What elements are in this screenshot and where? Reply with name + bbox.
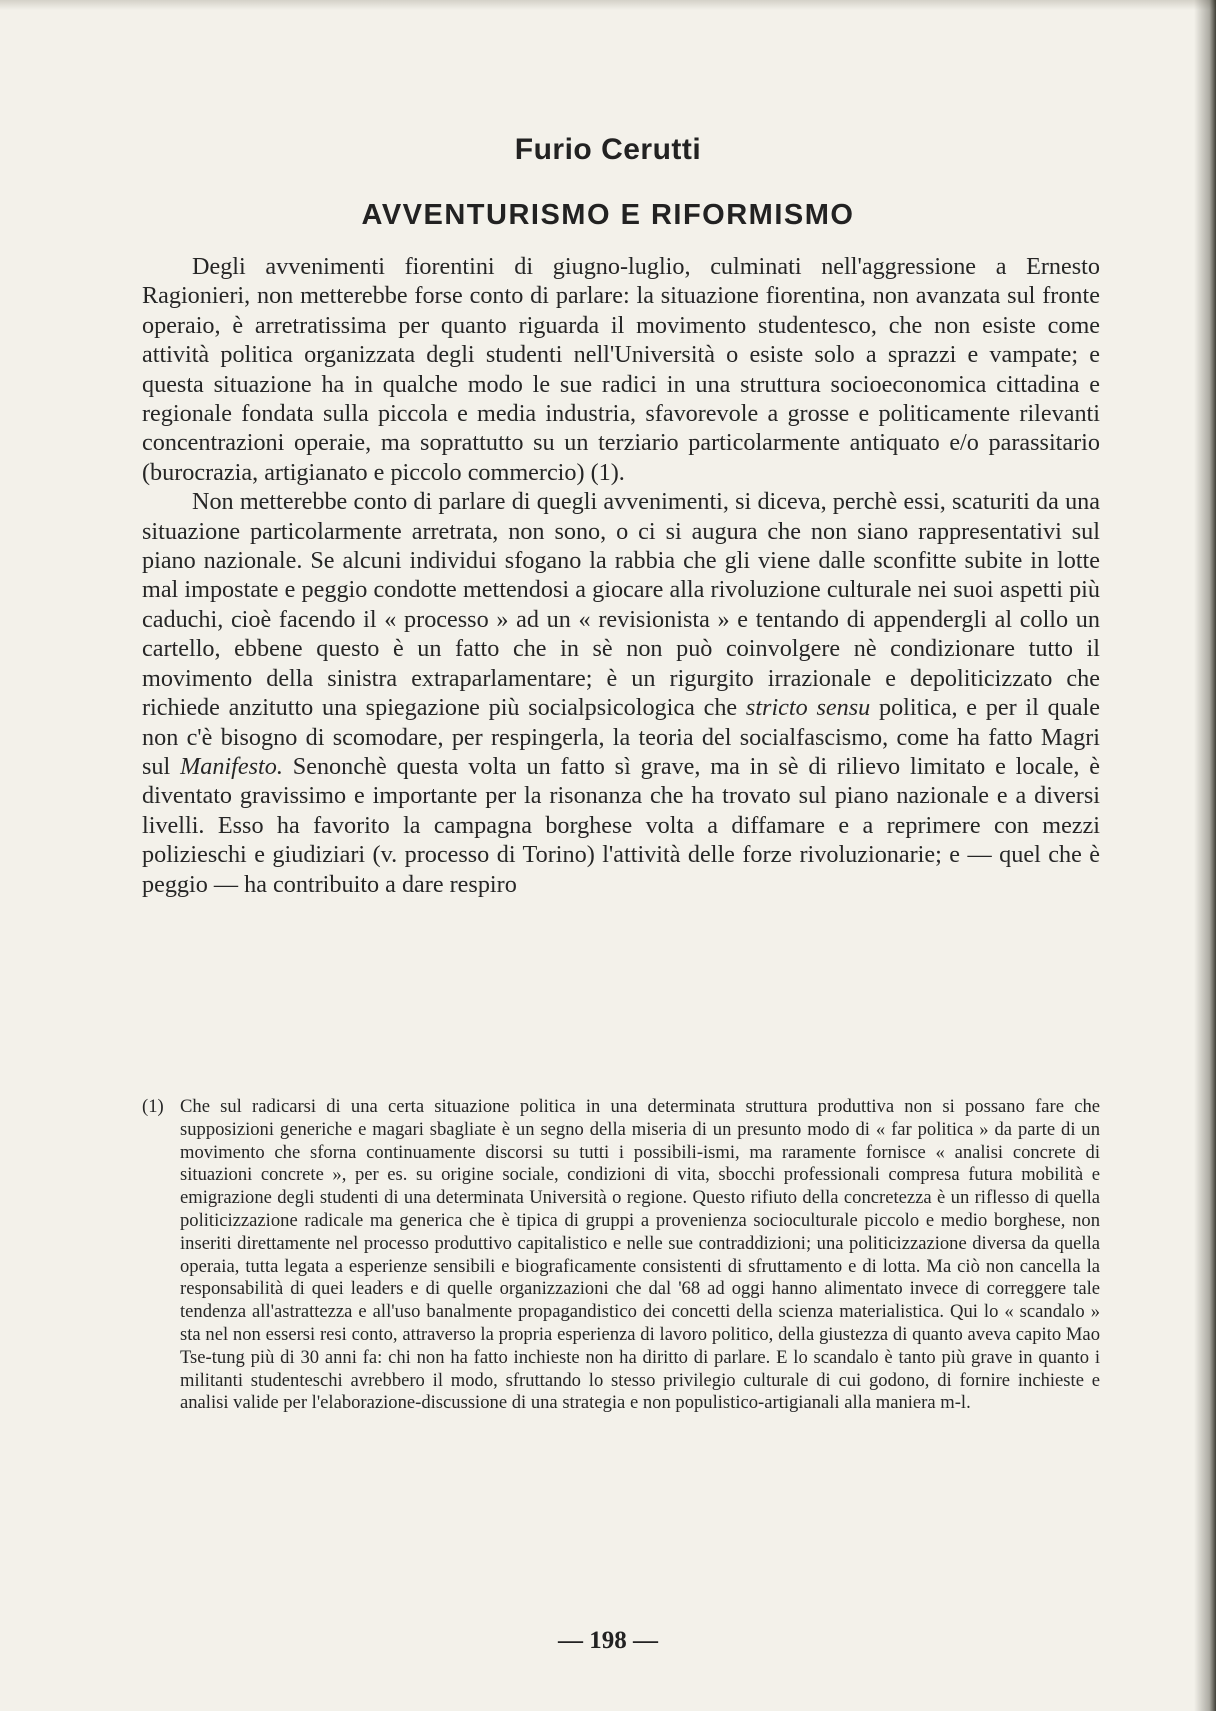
page-binding-edge [1194, 0, 1216, 1711]
footnote [142, 1096, 1100, 1415]
page-top-shadow [0, 0, 1216, 10]
article-title: AVVENTURISMO E RIFORMISMO [361, 199, 855, 231]
paragraph-2 [142, 487, 1100, 899]
paragraph-1: Degli avvenimenti fiorentini di giugno-luglio, culminati nell'aggressione a Ernesto Ragionieri, non metterebbe forse conto di parlare: la situazione fiorentina, non avanzata sul fronte operaio, è arretratissima per quanto riguarda il movimento studentesco, che non esiste come attività politica organizzata degli studenti nell'Università o esiste solo a sprazzi e vampate; e questa situazione ha in qualche modo le sue radici in una struttura socioeconomica cittadina e regionale fondata sulla piccola e media industria, sfavorevole a grosse e politicamente rilevanti concentrazioni operaie, ma soprattutto su un terziario particolarmente antiquato e/o parassitario (burocrazia, artigianato e piccolo commercio) (1). [142, 253, 1100, 486]
page-number: — 198 — [558, 1627, 658, 1654]
author-name: Furio Cerutti [514, 133, 702, 166]
italic-manifesto: Manifesto. [180, 752, 283, 780]
paragraph-2-part-c: Senonchè questa volta un fatto sì grave, ma in sè di rilievo limitato e locale, è diventato gravissimo e importante per la risonanza che ha trovato sul piano nazionale e a diversi livelli. Esso ha favorito la campagna borghese volta a diffamare e a reprimere con mezzi polizieschi e giudiziari (v. processo di Torino) l'attività delle forze rivoluzionarie; e — quel che è peggio — ha contribuito a dare respiro [142, 752, 1101, 898]
footnote-text: Che sul radicarsi di una certa situazione politica in una determinata struttura produttiva non si possano fare che supposizioni generiche e magari sbagliate è un segno della miseria di un presunto modo di « far politica » da parte di un movimento che sforna continuamente discorsi su tutti i possibili-ismi, ma raramente fornisce « analisi concrete di situazioni concrete », per es. su origine sociale, condizioni di vita, sbocchi professionali compresa futura mobilità e emigrazione degli studenti di una determinata Università o regione. Questo rifiuto della concretezza è un riflesso di quella politicizzazione radicale ma generica che è tipica di gruppi a provenienza socioculturale piccolo e medio borghese, non inseriti direttamente nel processo produttivo capitalistico e nelle sue contraddizioni; una politicizzazione diversa da quella operaia, tutta legata a esperienze sensibili e biograficamente consistenti di sfruttamento e di lotta. Ma ciò non cancella la responsabilità di quei leaders e di quelle organizzazioni che dal '68 ad oggi hanno alimentato invece di correggere tale tendenza all'astrattezza e all'uso banalmente propagandistico dei concetti della scienza materialistica. Qui lo « scandalo » sta nel non essersi resi conto, attraverso la propria esperienza di lavoro politico, della giustezza di quanto aveva capito Mao Tse-tung più di 30 anni fa: chi non ha fatto inchieste non ha diritto di parlare. E lo scandalo è tanto più grave in quanto i militanti studenteschi avrebbero il modo, sfruttando lo stesso privilegio culturale di cui godono, di fornire inchieste e analisi valide per l'elaborazione-discussione di una strategia e non populistico-artigianali alla maniera m-l. [180, 1096, 1100, 1414]
italic-stricto-sensu: stricto sensu [745, 694, 871, 722]
footnote-marker: (1) [142, 1096, 164, 1117]
paragraph-2-part-a: Non metterebbe conto di parlare di quegli avvenimenti, si diceva, perchè essi, scaturiti da una situazione particolarmente arretrata, non sono, o ci si augura che non siano rappresentativi sul piano nazionale. Se alcuni individui sfogano la rabbia che gli viene dalle sconfitte subite in lotte mal impostate e peggio condotte mettendosi a giocare alla rivoluzione culturale nei suoi aspetti più caduchi, cioè facendo il « processo » ad un « revisionista » e tentando di appendergli al collo un cartello, ebbene questo è un fatto che in sè non può coinvolgere nè condizionare tutto il movimento della sinistra extraparlamentare; è un rigurgito irrazionale e depoliticizzato che richiede anzitutto una spiegazione più socialpsicologica che [142, 488, 1100, 722]
paragraph-2-part-b: politica, e per il quale non c'è bisogno di scomodare, per respingerla, la teoria del socialfascismo, come ha fatto Magri sul [142, 694, 1100, 780]
article-body [142, 252, 1100, 899]
